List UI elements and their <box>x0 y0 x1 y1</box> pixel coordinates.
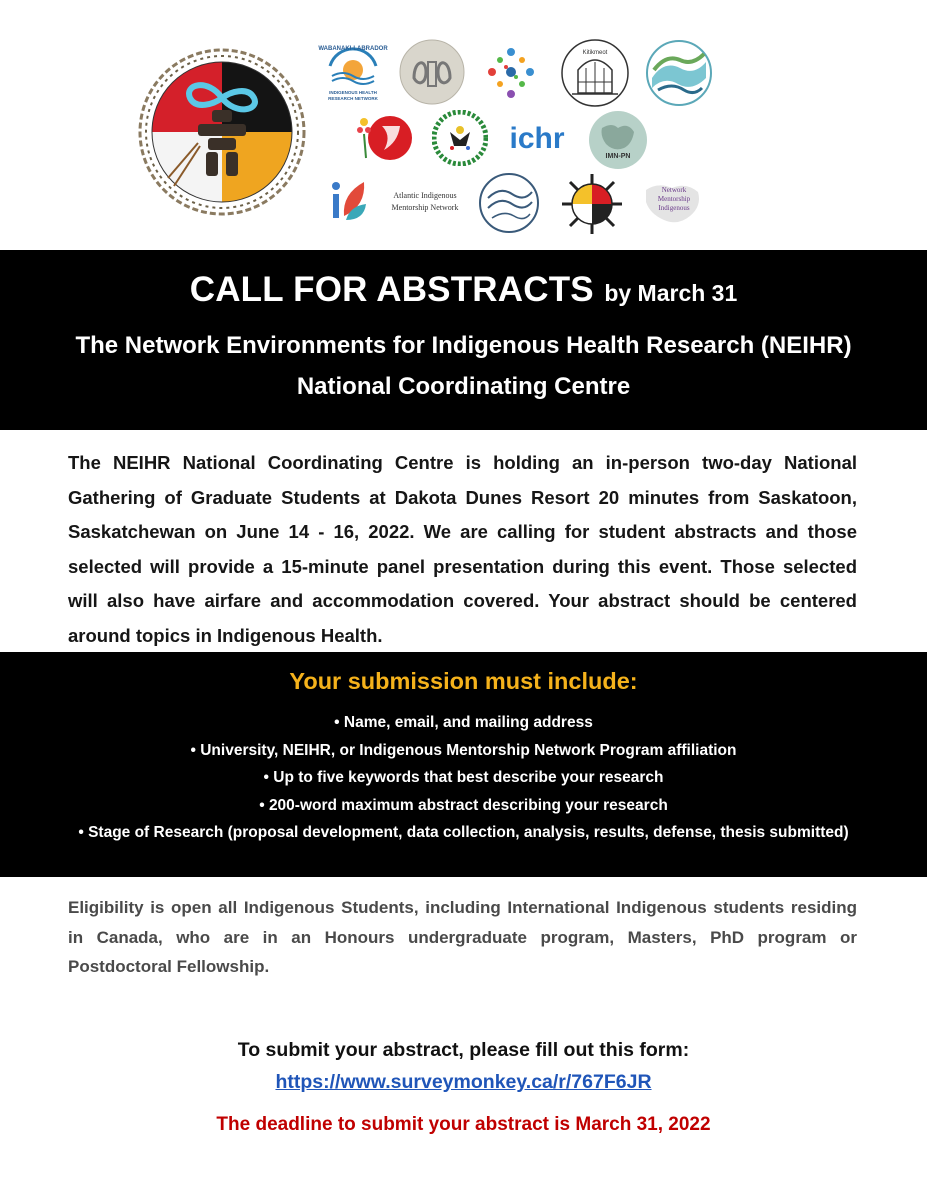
network-map-logo <box>638 176 708 232</box>
wabanaki-logo-text-3: RESEARCH NETWORK <box>328 96 378 101</box>
requirements-title: Your submission must include: <box>289 668 638 694</box>
network-logo-text-1: Network <box>661 186 687 194</box>
arch-logo-text: Kitikmeot <box>582 50 608 56</box>
neihr-main-logo <box>138 48 306 216</box>
list-item: • Stage of Research (proposal development, data collection, analysis, results, defense, thesis submitted) <box>0 819 927 847</box>
atlantic-logo-text-1: Atlantic Indigenous <box>393 191 457 200</box>
title-deadline: by March 31 <box>604 280 738 306</box>
requirements-box <box>0 652 927 877</box>
red-flower-logo <box>352 110 418 164</box>
river-circle-logo <box>478 172 540 234</box>
submit-instruction: To submit your abstract, please fill out this form: <box>237 1039 690 1061</box>
title-line <box>0 270 927 310</box>
page-title: CALL FOR ABSTRACTS <box>189 270 594 309</box>
map-circle-logo <box>588 110 648 170</box>
list-item: • University, NEIHR, or Indigenous Mentorship Network Program affiliation <box>0 737 927 765</box>
atlantic-logo-text-2: Mentorship Network <box>391 203 459 212</box>
eligibility-paragraph: Eligibility is open all Indigenous Students, including International Indigenous students residing in Canada, who are in an Honours undergraduate program, Masters, PhD program or Postdoctoral Fellowship. <box>68 898 857 976</box>
title-banner <box>0 250 927 430</box>
medicine-wheel-logo <box>560 172 624 236</box>
arch-house-logo <box>560 38 630 108</box>
ichr-logo <box>502 118 572 158</box>
wabanaki-logo-text-2: INDIGENOUS HEALTH <box>329 90 377 95</box>
network-logo-text-2: Mentorship <box>657 195 691 203</box>
list-item: • 200-word maximum abstract describing your research <box>0 792 927 820</box>
network-logo-text-3: Indigenous <box>658 204 690 212</box>
submit-link-container <box>0 1071 927 1094</box>
atlantic-logo <box>382 182 468 222</box>
ichr-logo-text: ichr <box>509 122 565 155</box>
map-logo-text: IMN-PN <box>605 153 631 160</box>
header-logos <box>0 0 927 250</box>
page-subtitle-2: National Coordinating Centre <box>296 373 631 400</box>
formline-logo <box>398 38 466 106</box>
star-dots-logo <box>480 42 542 104</box>
intro-paragraph: The NEIHR National Coordinating Centre is holding an in-person two-day National Gathering of Graduate Students at Dakota Dunes Resort 20 minutes from Saskatoon, Saskatchewan on June 14 - 16, 2022. We are calling for student abstracts and those selected will provide a 15-minute panel presentation during this event. Those selected will also have airfare and accommodation covered. Your abstract should be centered around topics in Indigenous Health. <box>68 452 857 646</box>
page-subtitle: The Network Environments for Indigenous Health Research (NEIHR) <box>75 332 852 359</box>
survey-link[interactable]: https://www.surveymonkey.ca/r/767F6JR <box>275 1071 652 1093</box>
wabanaki-labrador-logo <box>318 36 388 106</box>
beaded-circle-logo <box>432 110 488 166</box>
wabanaki-logo-text-1: WABANAKI-LABRADOR <box>318 46 388 52</box>
deadline-notice: The deadline to submit your abstract is March 31, 2022 <box>216 1114 711 1135</box>
leaf-i-logo <box>328 176 370 228</box>
requirements-list <box>0 709 927 847</box>
teal-wave-logo <box>644 38 714 108</box>
list-item: • Up to five keywords that best describe your research <box>0 764 927 792</box>
list-item: • Name, email, and mailing address <box>0 709 927 737</box>
